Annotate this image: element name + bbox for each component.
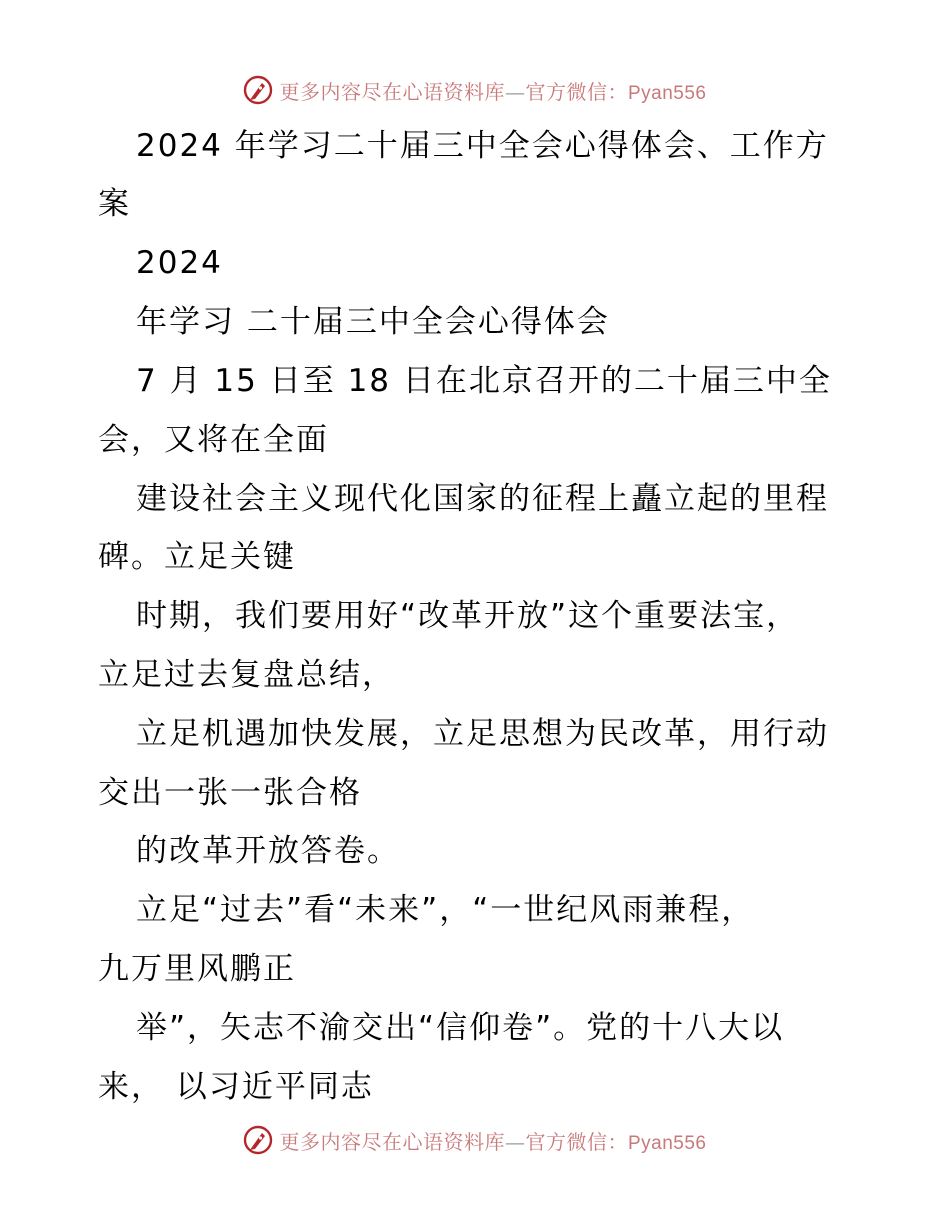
watermark-contact-label: 官方微信： <box>525 79 628 104</box>
doc-line-15: 九万里风鹏正 <box>98 951 296 987</box>
doc-line-3: 2024 <box>136 245 223 281</box>
doc-line-7: 建设社会主义现代化国家的征程上矗立起的里程 <box>136 481 829 517</box>
doc-line-13: 的改革开放答卷。 <box>136 833 400 869</box>
watermark-contact-id: Pyan556 <box>627 82 707 104</box>
pen-nib-logo-icon <box>243 75 273 105</box>
doc-line-9: 时期，我们要用好“改革开放”这个重要法宝， <box>136 598 800 634</box>
watermark-contact-id: Pyan556 <box>627 1132 707 1154</box>
doc-line-4: 年学习 二十届三中全会心得体会 <box>136 304 610 340</box>
doc-line-5: 7 月 15 日至 18 日在北京召开的二十届三中全 <box>136 363 832 399</box>
pen-nib-logo-icon <box>243 1125 273 1155</box>
doc-line-1: 2024 年学习二十届三中全会心得体会、工作方 <box>136 128 829 164</box>
doc-line-2: 案 <box>98 186 131 222</box>
watermark-separator: — <box>504 1129 526 1154</box>
doc-line-10: 立足过去复盘总结， <box>98 657 395 693</box>
watermark-separator: — <box>504 79 526 104</box>
header-watermark <box>0 70 950 110</box>
watermark-site-name: 更多内容尽在心语资料库 <box>279 1129 505 1154</box>
watermark-contact-label: 官方微信： <box>525 1129 628 1154</box>
footer-watermark <box>0 1120 950 1160</box>
doc-line-17: 来， 以习近平同志 <box>98 1069 374 1105</box>
doc-line-14: 立足“过去”看“未来”，“一世纪风雨兼程， <box>136 892 755 928</box>
doc-line-16: 举”，矢志不渝交出“信仰卷”。党的十八大以 <box>136 1010 785 1046</box>
doc-line-11: 立足机遇加快发展，立足思想为民改革，用行动 <box>136 716 829 752</box>
doc-line-6: 会，又将在全面 <box>98 422 329 458</box>
watermark-site-name: 更多内容尽在心语资料库 <box>279 79 505 104</box>
doc-line-12: 交出一张一张合格 <box>98 775 362 811</box>
doc-line-8: 碑。立足关键 <box>98 539 296 575</box>
